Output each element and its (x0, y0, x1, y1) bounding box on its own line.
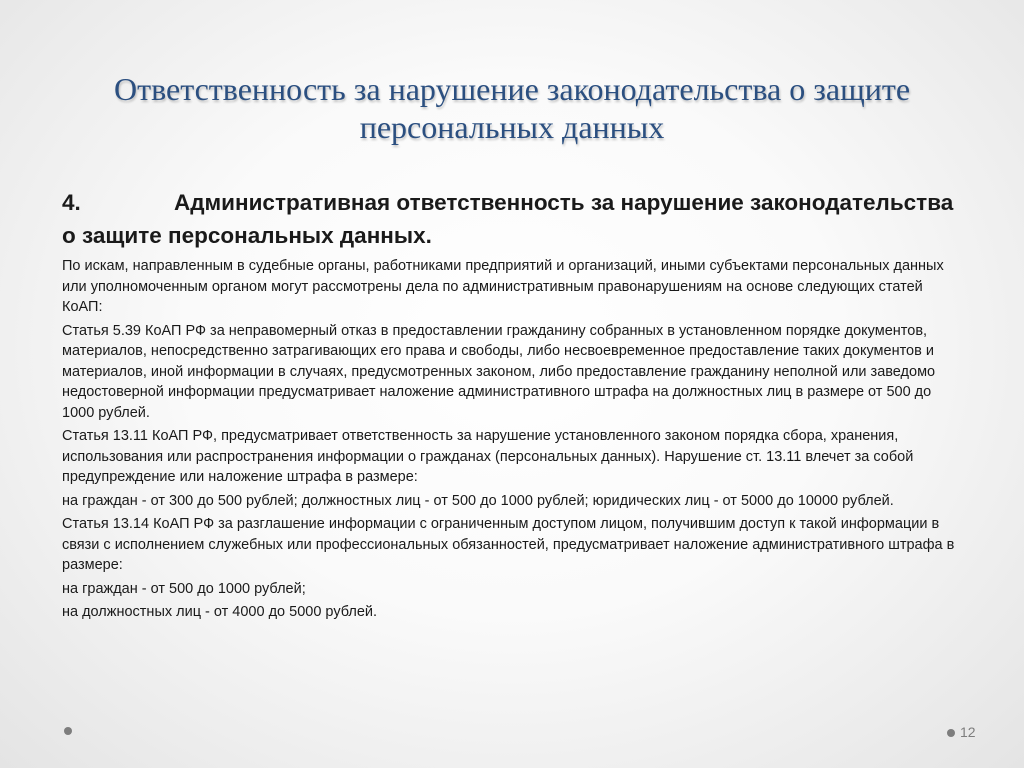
section-heading-text: Административная ответственность за нарушение законодательства о защите персональных данных. (62, 190, 954, 248)
article-13-14-fine-citizens: на граждан - от 500 до 1000 рублей; (62, 580, 306, 597)
article-5-39-paragraph: Статья 5.39 КоАП РФ за неправомерный отказ в предоставлении гражданину собранных в установленном порядке документов, материалов, непосредственно затрагивающих его права и свободы, либо несвоевременное предоставление таких документов и материалов, иной информации в случаях, предусмотренных законом, либо предоставление гражданину неполной или заведомо недостоверной информации предусматривает наложение административного штрафа на должностных лиц в размере от 500 до 1000 рублей. (62, 322, 936, 421)
page-number: 12 (960, 724, 976, 740)
left-dot-ornament (64, 727, 72, 735)
article-13-11-fines: на граждан - от 300 до 500 рублей; должностных лиц - от 500 до 1000 рублей; юридических лиц - от 5000 до 10000 рублей. (62, 492, 894, 509)
slide-content (62, 186, 967, 626)
article-13-14-fine-officials: на должностных лиц - от 4000 до 5000 рублей. (62, 604, 378, 620)
right-dot-ornament (947, 729, 955, 737)
article-13-14-paragraph: Статья 13.14 КоАП РФ за разглашение информации с ограниченным доступом лицом, получившим доступ к такой информации в связи с исполнением служебных или профессиональных обязанностей, предусматривает наложение административного штрафа в размере: (62, 516, 955, 573)
intro-paragraph: По искам, направленным в судебные органы, работниками предприятий и организаций, иными субъектами персональных данных или уполномоченным органом могут рассмотрены дела по административным правонарушениям на основе следующих статей КоАП: (62, 258, 944, 315)
slide-title: Ответственность за нарушение законодательства о защите персональных данных (113, 71, 911, 145)
section-number: 4. (62, 190, 81, 215)
article-13-11-paragraph: Статья 13.11 КоАП РФ, предусматривает ответственность за нарушение установленного законом порядка сбора, хранения, использования или распространения информации о гражданах (персональных данных). Нарушение ст. 13.11 влечет за собой предупреждение или наложение штрафа в размере: (62, 428, 914, 485)
section-heading (62, 186, 967, 252)
